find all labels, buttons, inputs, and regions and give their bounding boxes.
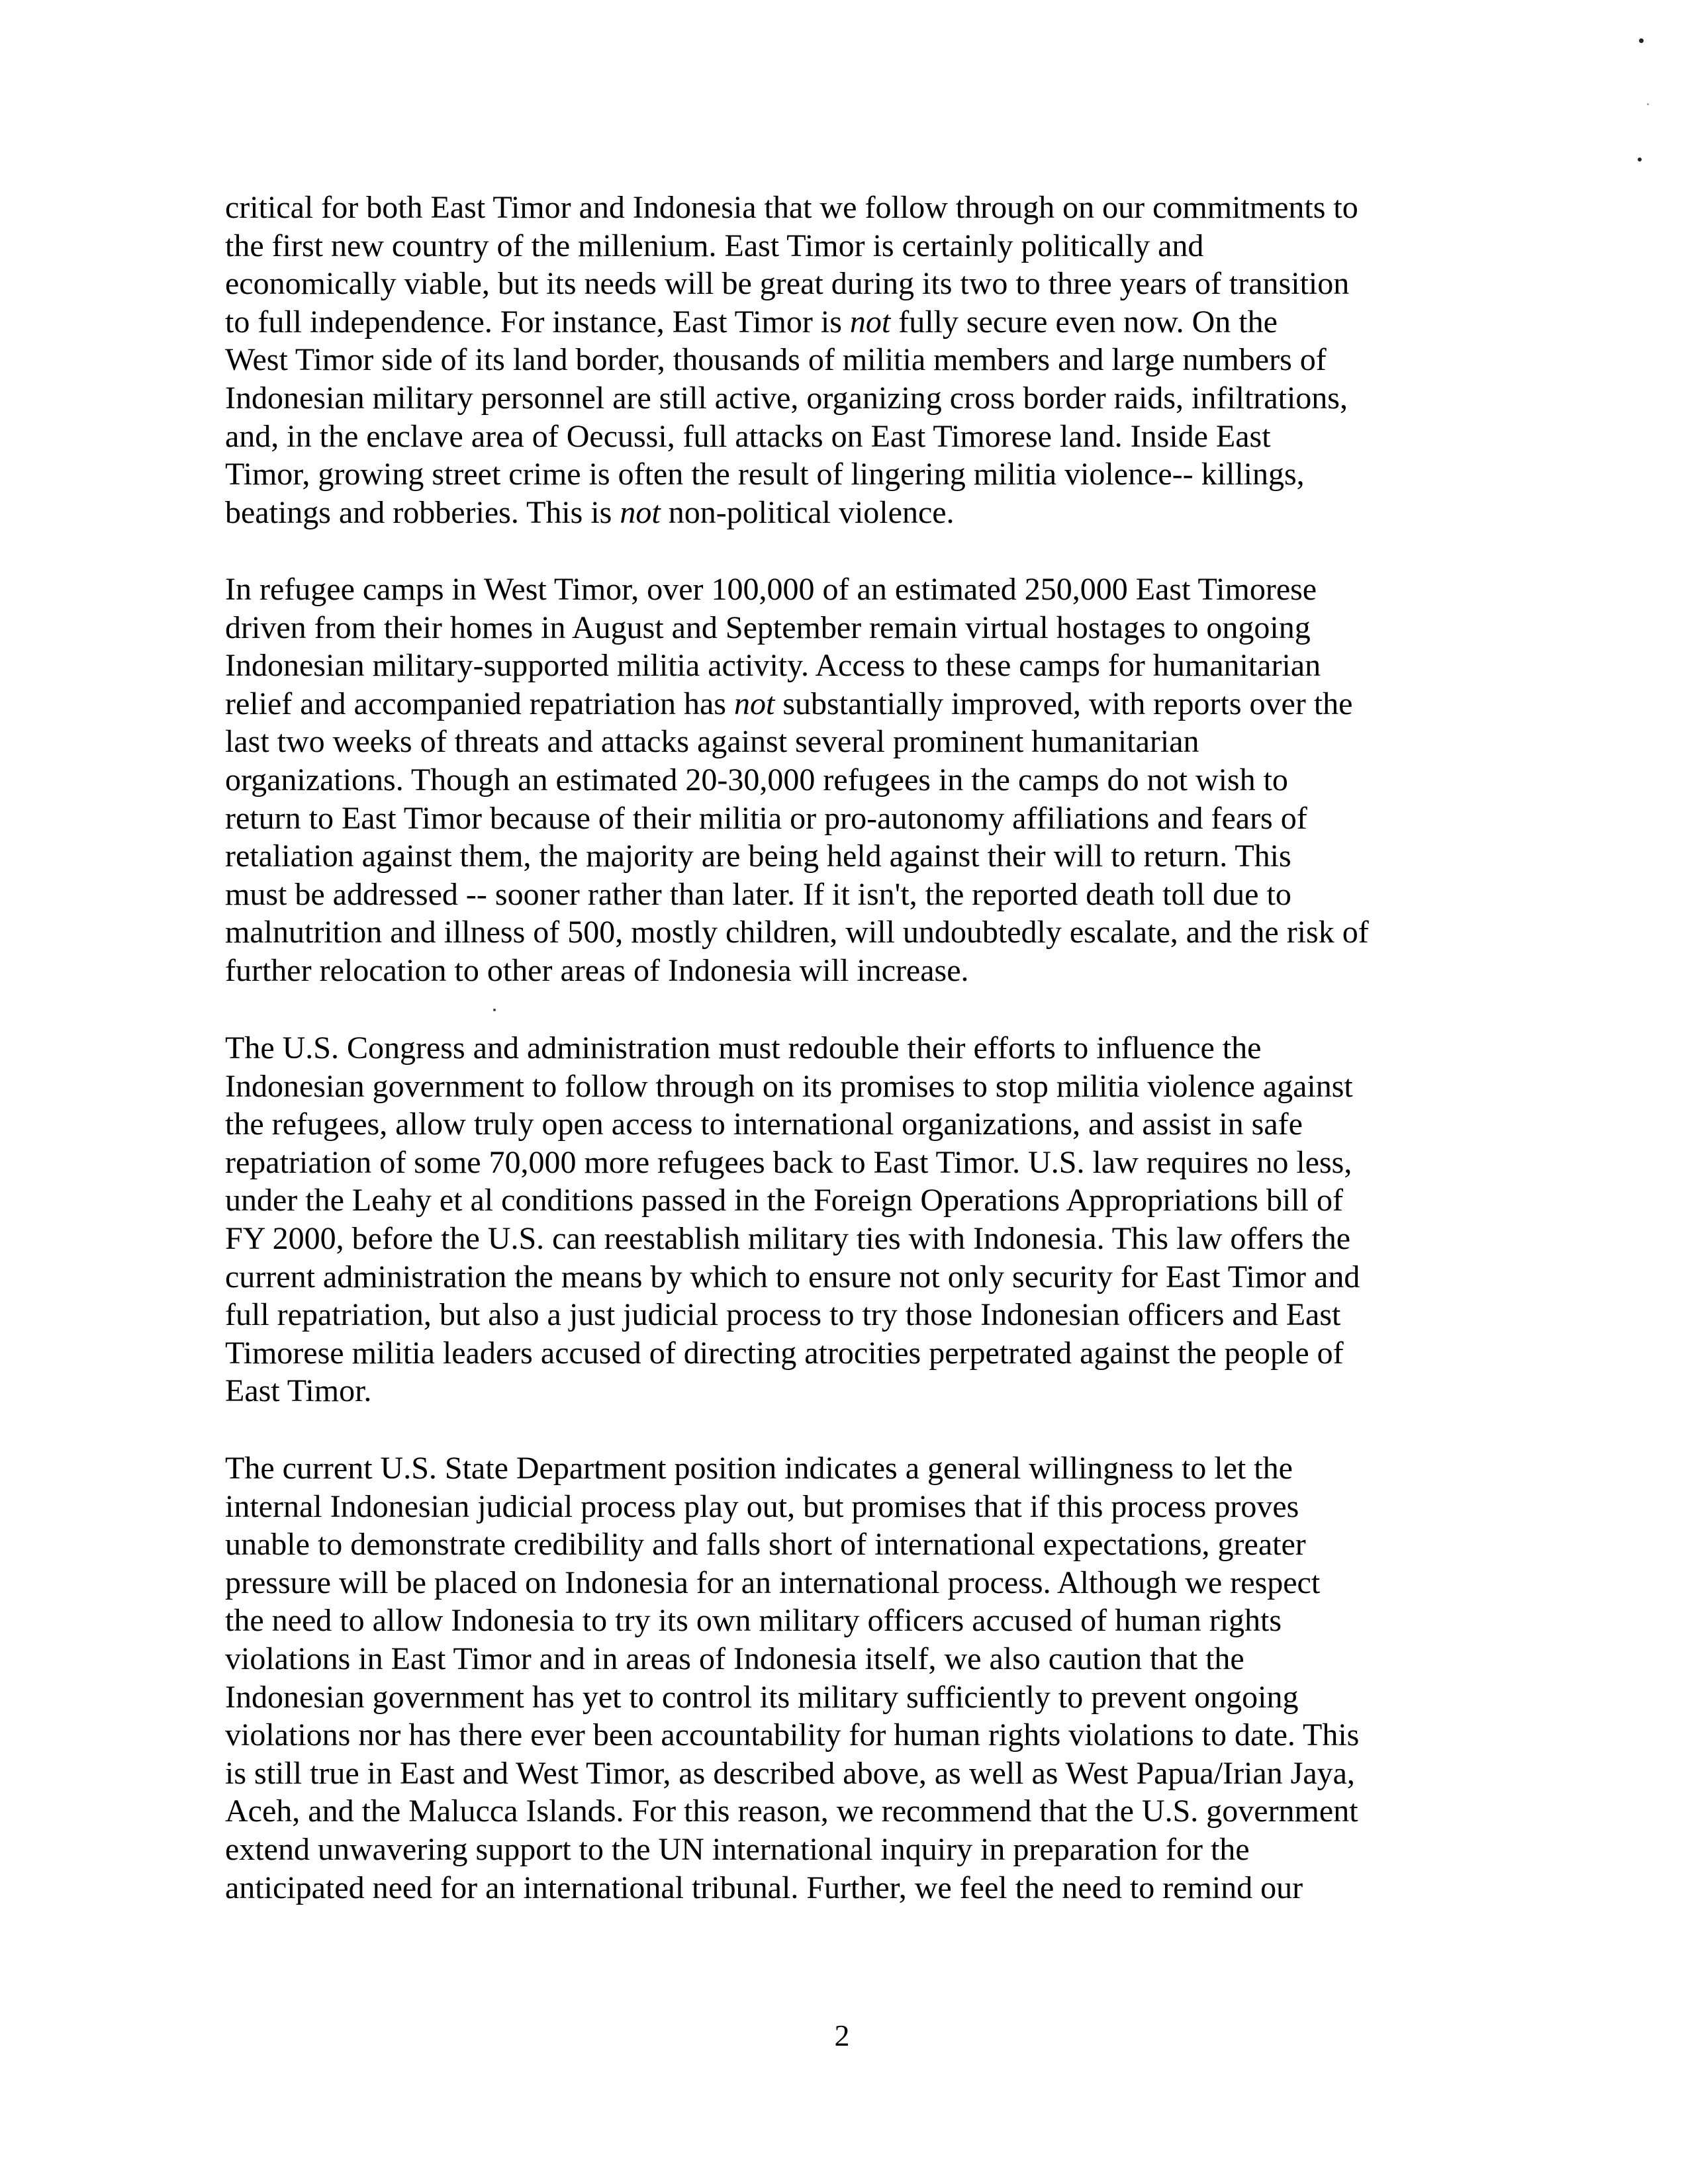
text-line: retaliation against them, the majority are being held against their will to return. This	[225, 839, 1291, 874]
emphasis: not	[733, 686, 775, 721]
paragraph-3	[225, 1029, 1450, 1410]
text-line: violations nor has there ever been accountability for human rights violations to date. This	[225, 1717, 1360, 1753]
text-line: Indonesian government has yet to control its military sufficiently to prevent ongoing	[225, 1679, 1299, 1715]
text-line: Indonesian military-supported militia activity. Access to these camps for humanitarian	[225, 648, 1321, 684]
text-line: unable to demonstrate credibility and falls short of international expectations, greater	[225, 1527, 1306, 1563]
text-segment: substantially improved, with reports over the	[774, 686, 1353, 721]
text-line: is still true in East and West Timor, as described above, as well as West Papua/Irian Jaya,	[225, 1755, 1355, 1791]
text-line: and, in the enclave area of Oecussi, full attacks on East Timorese land. Inside East	[225, 418, 1271, 454]
emphasis: not	[849, 304, 891, 340]
text-line: Aceh, and the Malucca Islands. For this reason, we recommend that the U.S. government	[225, 1794, 1358, 1829]
text-line: Indonesian government to follow through on its promises to stop militia violence against	[225, 1068, 1353, 1104]
text-line: Timorese militia leaders accused of directing atrocities perpetrated against the people of	[225, 1335, 1344, 1371]
scan-speck	[493, 1009, 496, 1011]
text-line: Timor, growing street crime is often the result of lingering militia violence-- killings,	[225, 457, 1305, 492]
text-line	[225, 685, 1450, 723]
text-line: critical for both East Timor and Indonesia that we follow through on our commitments to	[225, 190, 1358, 225]
text-line: driven from their homes in August and September remain virtual hostages to ongoing	[225, 610, 1311, 645]
paragraph-4	[225, 1449, 1450, 1907]
text-segment: fully secure even now. On the	[890, 304, 1278, 340]
text-segment: relief and accompanied repatriation has	[225, 686, 734, 721]
text-line: repatriation of some 70,000 more refugees back to East Timor. U.S. law requires no less,	[225, 1144, 1352, 1180]
paragraph-1	[225, 189, 1450, 531]
text-line: The U.S. Congress and administration must redouble their efforts to influence the	[225, 1030, 1262, 1066]
text-line: current administration the means by which to ensure not only security for East Timor and	[225, 1259, 1360, 1295]
paragraph-2	[225, 570, 1450, 990]
text-line: West Timor side of its land border, thousands of militia members and large numbers of	[225, 342, 1327, 378]
text-segment: to full independence. For instance, East Timor is	[225, 304, 850, 340]
text-line: under the Leahy et al conditions passed in the Foreign Operations Appropriations bill of	[225, 1183, 1343, 1218]
text-line: the need to allow Indonesia to try its own military officers accused of human rights	[225, 1603, 1282, 1639]
text-segment: beatings and robberies. This is	[225, 494, 620, 530]
text-line: the first new country of the millenium. East Timor is certainly politically and	[225, 228, 1204, 263]
text-line: pressure will be placed on Indonesia for an international process. Although we respect	[225, 1565, 1321, 1600]
text-line: internal Indonesian judicial process play out, but promises that if this process proves	[225, 1488, 1299, 1524]
text-line: East Timor.	[225, 1373, 372, 1409]
scan-speck	[1638, 158, 1642, 161]
text-line: anticipated need for an international tribunal. Further, we feel the need to remind our	[225, 1870, 1303, 1905]
text-line: must be addressed -- sooner rather than later. If it isn't, the reported death toll due to	[225, 876, 1291, 912]
text-line: Indonesian military personnel are still active, organizing cross border raids, infiltrations,	[225, 380, 1348, 416]
text-line: The current U.S. State Department position indicates a general willingness to let the	[225, 1451, 1293, 1486]
text-line	[225, 494, 1450, 532]
text-line: last two weeks of threats and attacks against several prominent humanitarian	[225, 724, 1199, 760]
text-line: further relocation to other areas of Indonesia will increase.	[225, 952, 969, 988]
text-line: malnutrition and illness of 500, mostly children, will undoubtedly escalate, and the risk of	[225, 915, 1369, 950]
text-line: full repatriation, but also a just judicial process to try those Indonesian officers and East	[225, 1297, 1341, 1333]
scan-speck	[1639, 38, 1644, 43]
text-line: the refugees, allow truly open access to international organizations, and assist in safe	[225, 1107, 1303, 1142]
text-line: violations in East Timor and in areas of Indonesia itself, we also caution that the	[225, 1641, 1244, 1676]
text-line: FY 2000, before the U.S. can reestablish military ties with Indonesia. This law offers the	[225, 1220, 1351, 1256]
text-segment: non-political violence.	[660, 494, 955, 530]
text-line: extend unwavering support to the UN international inquiry in preparation for the	[225, 1831, 1250, 1867]
scan-speck	[1647, 103, 1649, 105]
text-line	[225, 303, 1450, 341]
text-line: economically viable, but its needs will be great during its two to three years of transition	[225, 266, 1350, 302]
page-number: 2	[834, 2019, 850, 2052]
text-line: organizations. Though an estimated 20-30,000 refugees in the camps do not wish to	[225, 762, 1288, 797]
text-line: return to East Timor because of their militia or pro-autonomy affiliations and fears of	[225, 800, 1307, 836]
emphasis: not	[620, 494, 661, 530]
text-line: In refugee camps in West Timor, over 100,000 of an estimated 250,000 East Timorese	[225, 572, 1317, 607]
